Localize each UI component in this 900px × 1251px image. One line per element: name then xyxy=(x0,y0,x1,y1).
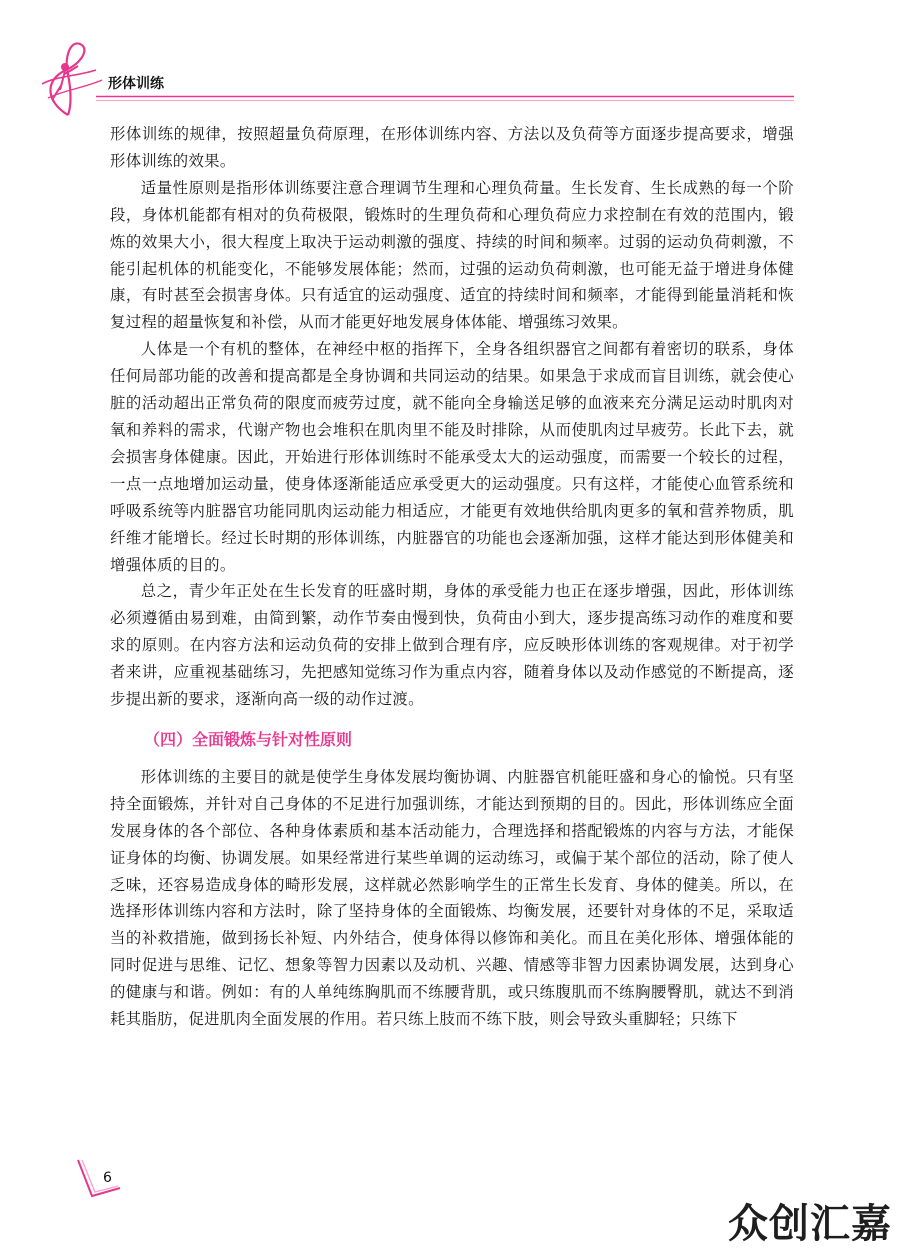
paragraph: 形体训练的主要目的就是使学生身体发展均衡协调、内脏器官机能旺盛和身心的愉悦。只有坚持全面锻炼，并针对自己身体的不足进行加强训练，才能达到预期的目的。因此，形体训练应全面发展身体的各个部位、各种身体素质和基本活动能力，合理选择和搭配锻炼的内容与方法，才能保证身体的均衡、协调发展。如果经常进行某些单调的运动练习，或偏于某个部位的活动，除了使人乏味，还容易造成身体的畸形发展，这样就必然影响学生的正常生长发育、身体的健美。所以，在选择形体训练内容和方法时，除了坚持身体的全面锻炼、均衡发展，还要针对身体的不足，采取适当的补救措施，做到扬长补短、内外结合，使身体得以修饰和美化。而且在美化形体、增强体能的同时促进与思维、记忆、想象等智力因素以及动机、兴趣、情感等非智力因素协调发展，达到身心的健康与和谐。例如：有的人单纯练胸肌而不练腰背肌，或只练腹肌而不练胸腰臀肌，就达不到消耗其脂肪，促进肌肉全面发展的作用。若只练上肢而不练下肢，则会导致头重脚轻；只练下 xyxy=(110,767,794,1029)
paragraph: 总之，青少年正处在生长发育的旺盛时期，身体的承受能力也正在逐步增强，因此，形体训练必须遵循由易到难，由简到繁，动作节奏由慢到快，负荷由小到大，逐步提高练习动作的难度和要求的原则。在内容方法和运动负荷的安排上做到合理有序，应反映形体训练的客观规律。对于初学者来讲，应重视基础练习，先把感知觉练习作为重点内容，随着身体以及动作感觉的不断提高，逐步提出新的要求，逐渐向高一级的动作过渡。 xyxy=(110,582,794,709)
header-title: 形体训练 xyxy=(108,76,164,92)
header-divider xyxy=(96,95,794,103)
dancer-treble-clef-icon xyxy=(38,40,108,120)
paragraph: 形体训练的规律，按照超量负荷原理，在形体训练内容、方法以及负荷等方面逐步提高要求，增强形体训练的效果。 xyxy=(110,125,794,170)
watermark: 众创汇嘉 xyxy=(728,1201,892,1247)
corner-arrow-icon xyxy=(62,1158,122,1204)
section-heading: （四）全面锻炼与针对性原则 xyxy=(144,729,353,749)
page-number: 6 xyxy=(103,1170,112,1186)
body-text xyxy=(110,121,794,1033)
paragraph: 适量性原则是指形体训练要注意合理调节生理和心理负荷量。生长发育、生长成熟的每一个阶段，身体机能都有相对的负荷极限，锻炼时的生理负荷和心理负荷应力求控制在有效的范围内，锻炼的效果大小，很大程度上取决于运动刺激的强度、持续的时间和频率。过弱的运动负荷刺激，不能引起机体的机能变化，不能够发展体能；然而，过强的运动负荷刺激，也可能无益于增进身体健康，有时甚至会损害身体。只有适宜的运动强度、适宜的持续时间和频率，才能得到能量消耗和恢复过程的超量恢复和补偿，从而才能更好地发展身体体能、增强练习效果。 xyxy=(110,178,794,332)
paragraph: 人体是一个有机的整体，在神经中枢的指挥下，全身各组织器官之间都有着密切的联系，身体任何局部功能的改善和提高都是全身协调和共同运动的结果。如果急于求成而盲目训练，就会使心脏的活动超出正常负荷的限度而疲劳过度，就不能向全身输送足够的血液来充分满足运动时肌肉对氧和养料的需求，代谢产物也会堆积在肌肉里不能及时排除，从而使肌肉过早疲劳。长此下去，就会损害身体健康。因此，开始进行形体训练时不能承受太大的运动强度，而需要一个较长的过程，一点一点地增加运动量，使身体逐渐能适应承受更大的运动强度。只有这样，才能使心血管系统和呼吸系统等内脏器官功能同肌肉运动能力相适应，才能更有效地供给肌肉更多的氧和营养物质，肌纤维才能增长。经过长时期的形体训练，内脏器官的功能也会逐渐加强，这样才能达到形体健美和增强体质的目的。 xyxy=(110,340,794,574)
